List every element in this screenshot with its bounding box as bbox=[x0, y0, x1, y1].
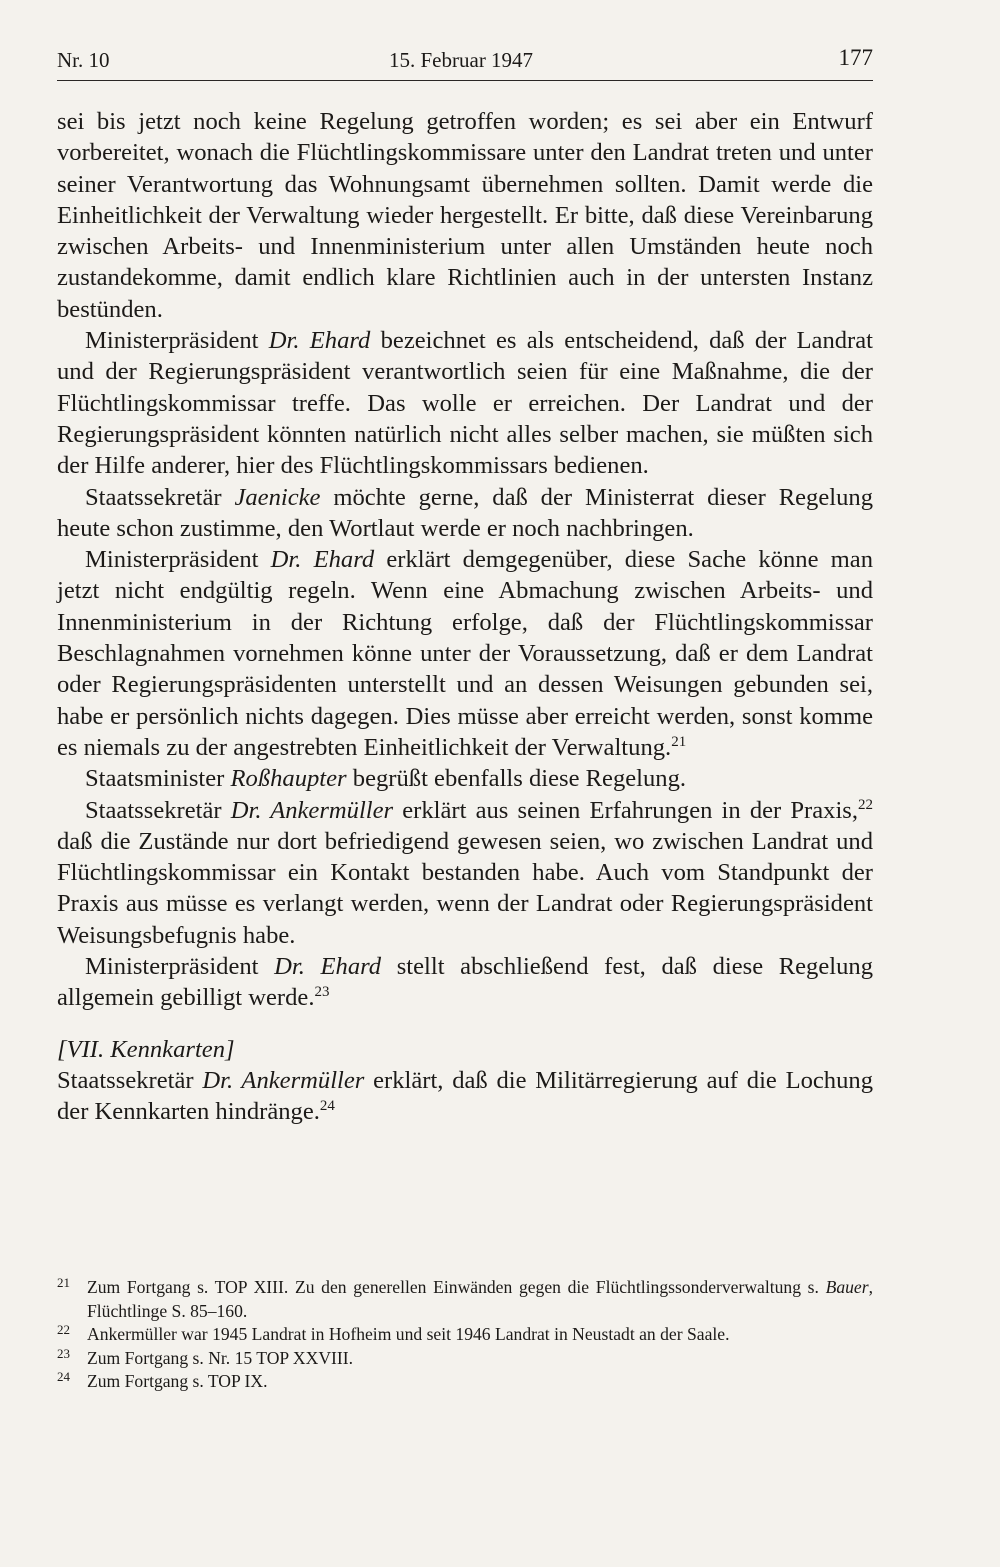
running-header bbox=[57, 44, 873, 78]
paragraph-rosshaupter: Staatsminister Roßhaupter begrüßt ebenfalls diese Regelung. bbox=[85, 765, 687, 793]
footnotes bbox=[57, 1276, 873, 1394]
footnote-number: 23 bbox=[57, 1345, 70, 1361]
document-number: Nr. 10 bbox=[57, 48, 110, 72]
header-rule bbox=[57, 80, 873, 81]
page-number: 177 bbox=[838, 45, 873, 70]
footnote-number: 22 bbox=[57, 1322, 70, 1337]
footnote-ref[interactable]: 24 bbox=[319, 1098, 335, 1115]
author-name: Bauer bbox=[825, 1277, 869, 1297]
footnote-ref[interactable]: 22 bbox=[858, 796, 874, 813]
footnote: 23 Zum Fortgang s. Nr. 15 TOP XXVIII. bbox=[57, 1347, 873, 1371]
footnote-number: 24 bbox=[57, 1369, 70, 1384]
paragraph-ankermueller-1: Staatssekretär Dr. Ankermüller erklärt aus seinen Erfahrungen in der Praxis,$^{22}$ daß die Zustände nur dort befriedigend gewesen seien, wo zwischen Landrat und Flüchtlingskommissar ein Kontakt bestanden habe. Auch vom Standpunkt der Praxis aus müsse es verlangt werden, wenn der Landrat oder Regierungspräsident Weisungsbefugnis habe. bbox=[57, 796, 874, 949]
speaker-name: Roßhaupter bbox=[230, 765, 347, 793]
paragraph-ankermueller-2: Staatssekretär Dr. Ankermüller erklärt, daß die Militärregierung auf die Lochung der Kennkarten hindränge.$^{24}$ bbox=[57, 1066, 873, 1126]
footnote: 21 Zum Fortgang s. TOP XIII. Zu den generellen Einwänden gegen die Flüchtlingssonderverwaltung s. Bauer, Flüchtlinge S. 85–160. bbox=[57, 1276, 873, 1323]
main-text bbox=[57, 106, 873, 1128]
footnote-ref[interactable]: 23 bbox=[314, 984, 330, 1001]
section-heading: [VII. Kennkarten] bbox=[57, 1035, 235, 1063]
speaker-name: Dr. Ankermüller bbox=[202, 1066, 365, 1094]
speaker-name: Dr. Ehard bbox=[268, 327, 371, 355]
footnote-ref[interactable]: 21 bbox=[671, 733, 687, 750]
speaker-name: Jaenicke bbox=[234, 483, 321, 511]
meeting-date: 15. Februar 1947 bbox=[389, 48, 534, 72]
paragraph-jaenicke: Staatssekretär Jaenicke möchte gerne, daß der Ministerrat dieser Regelung heute schon zustimme, den Wortlaut werde er noch nachbringen. bbox=[57, 483, 873, 542]
speaker-name: Dr. Ehard bbox=[270, 546, 375, 574]
paragraph-ehard-3: Ministerpräsident Dr. Ehard stellt abschließend fest, daß diese Regelung allgemein gebilligt werde.$^{23}$ bbox=[57, 953, 873, 1012]
speaker-name: Dr. Ehard bbox=[274, 953, 382, 981]
footnote: 24 Zum Fortgang s. TOP IX. bbox=[57, 1370, 873, 1394]
footnote: 22 Ankermüller war 1945 Landrat in Hofheim und seit 1946 Landrat in Neustadt an der Saale. bbox=[57, 1323, 873, 1347]
paragraph-ehard-1: Ministerpräsident Dr. Ehard bezeichnet es als entscheidend, daß der Landrat und der Regierungspräsident verantwortlich seien für eine Maßnahme, die der Flüchtlingskommissar treffe. Das wolle er erreichen. Der Landrat und der Regierungspräsident könnten natürlich nicht alles selber machen, sie müßten sich der Hilfe anderer, hier des Flüchtlingskommissars bedienen. bbox=[57, 327, 873, 480]
footnote-number: 21 bbox=[57, 1275, 70, 1290]
speaker-name: Dr. Ankermüller bbox=[230, 796, 394, 824]
paragraph-continued: sei bis jetzt noch keine Regelung getroffen worden; es sei aber ein Entwurf vorbereitet, wonach die Flüchtlingskommissare unter den Landrat treten und unter seiner Verantwortung das Wohnungsamt übernehmen sollten. Damit werde die Einheitlichkeit der Verwaltung wieder hergestellt. Er bitte, daß diese Vereinbarung zwischen Arbeits- und Innenministerium unter allen Umständen heute noch zustandekomme, damit endlich klare Richtlinien auch in der untersten Instanz bestünden. bbox=[57, 108, 873, 323]
paragraph-ehard-2: Ministerpräsident Dr. Ehard erklärt demgegenüber, diese Sache könne man jetzt nicht endgültig regeln. Wenn eine Abmachung zwischen Arbeits- und Innenministerium in der Richtung erfolge, daß der Flüchtlingskommissar Beschlagnahmen vornehmen könne unter der Voraussetzung, daß er dem Landrat oder Regierungspräsidenten unterstellt und an dessen Weisungen gebunden sei, habe er persönlich nichts dagegen. Dies müsse aber erreicht werden, sonst komme es niemals zu der angestrebten Einheitlichkeit der Verwaltung.$^{21}$ bbox=[57, 546, 873, 761]
